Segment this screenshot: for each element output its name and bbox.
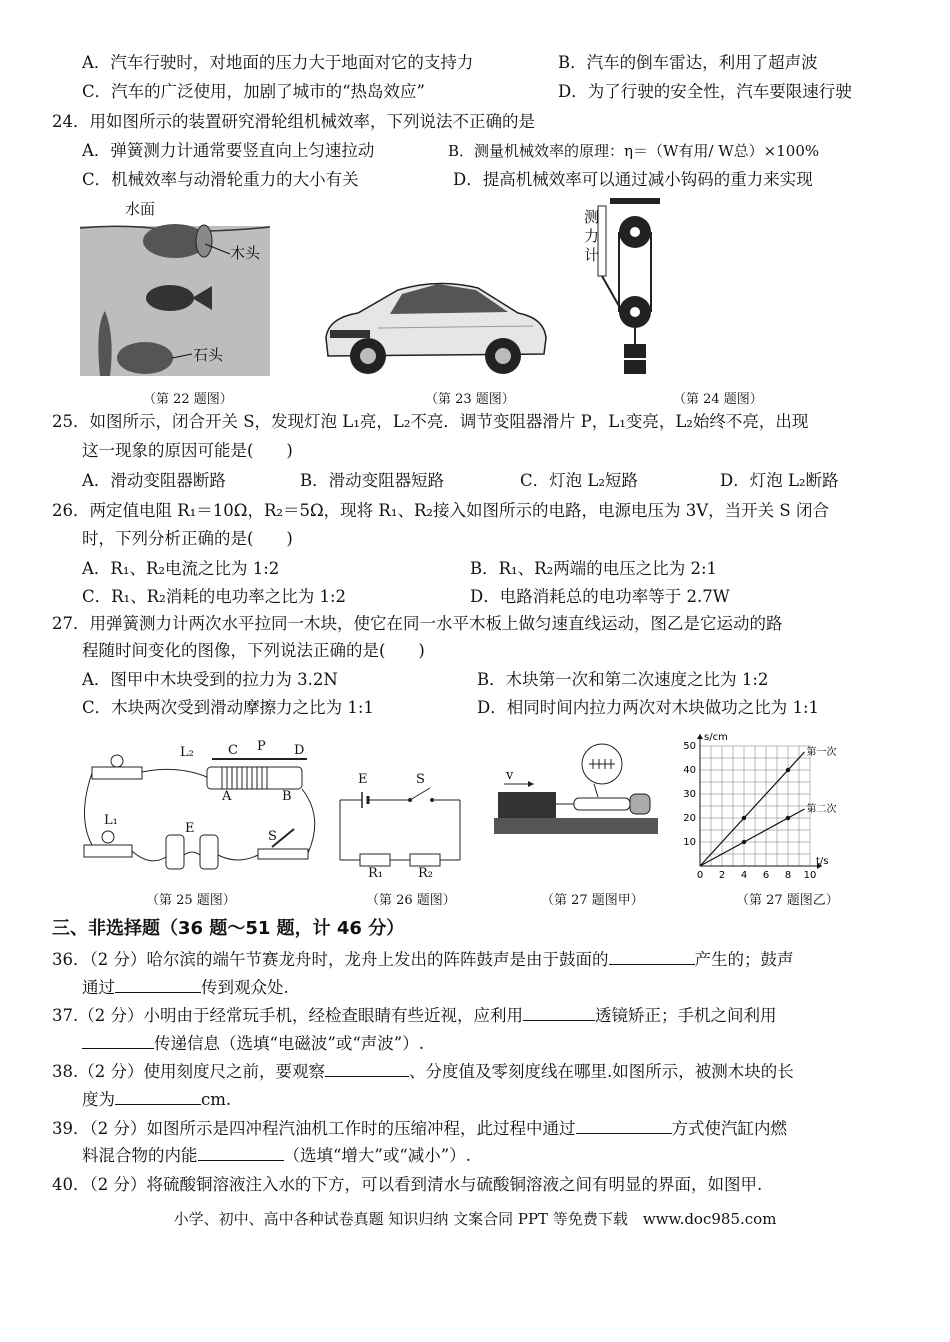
q36-text-c: 通过 xyxy=(82,978,115,997)
data-point xyxy=(786,768,790,772)
series-label-1: 第一次 xyxy=(806,747,837,758)
x-tick-label: 0 xyxy=(696,870,704,881)
y-tick-label: 20 xyxy=(683,813,696,824)
x-tick-label: 6 xyxy=(762,870,770,881)
q39-text-c: 料混合物的内能 xyxy=(82,1146,198,1165)
label-s: S xyxy=(416,772,425,787)
label-d: D xyxy=(294,743,305,758)
q24-option-a: A．弹簧测力计通常要竖直向上匀速拉动 xyxy=(82,141,375,160)
q27-stem-line2: 程随时间变化的图像，下列说法正确的是( ) xyxy=(82,641,425,660)
q39-text-a: 39．（2 分）如图所示是四冲程汽油机工作时的压缩冲程，此过程中通过 xyxy=(52,1119,576,1138)
fig27b-distance-time-chart xyxy=(678,720,848,882)
fig27a-caption: （第 27 题图甲） xyxy=(541,893,644,908)
fig24-caption: （第 24 题图） xyxy=(673,392,763,407)
q39-text-d: （选填“增大”或“减小”）. xyxy=(283,1146,471,1165)
y-axis-arrow xyxy=(697,734,703,739)
q26-option-b: B．R₁、R₂两端的电压之比为 2:1 xyxy=(470,559,718,578)
y-tick-label: 50 xyxy=(683,741,696,752)
q24-option-d: D．提高机械效率可以通过减小钩码的重力来实现 xyxy=(453,170,813,189)
label-r1: R₁ xyxy=(368,866,383,881)
x-axis-label: t/s xyxy=(816,856,829,867)
q27-stem-line1: 27．用弹簧测力计两次水平拉同一木块，使它在同一水平木板上做匀速直线运动，图乙是它运动的路 xyxy=(52,614,783,633)
q25-option-d: D．灯泡 L₂断路 xyxy=(720,471,839,490)
q38-blank-2[interactable] xyxy=(115,1088,201,1105)
q38-text-b: 、分度值及零刻度线在哪里.如图所示，被测木块的长 xyxy=(408,1062,794,1081)
fig27b-caption: （第 27 题图乙） xyxy=(736,893,839,908)
q37-text-a: 37.（2 分）小明由于经常玩手机，经检查眼睛有些近视，应利用 xyxy=(52,1006,523,1025)
q25-option-b: B．滑动变阻器短路 xyxy=(300,471,445,490)
label-spring-scale: 测力计 xyxy=(584,208,600,264)
q36-blank-1[interactable] xyxy=(609,948,695,965)
y-axis-label: s/cm xyxy=(704,732,728,743)
fig26-circuit-diagram xyxy=(330,770,470,885)
label-b: B xyxy=(282,789,292,804)
q38-text-a: 38.（2 分）使用刻度尺之前，要观察 xyxy=(52,1062,325,1081)
fig24-pulley-system xyxy=(584,196,670,386)
q40-line1: 40．（2 分）将硫酸铜溶液注入水的下方，可以看到清水与硫酸铜溶液之间有明显的界面，如图甲. xyxy=(52,1175,763,1194)
q24-option-b: B．测量机械效率的原理：η＝（W有用/ W总）×100% xyxy=(448,142,820,160)
fig25-circuit-apparatus xyxy=(82,737,322,882)
q39-blank-1[interactable] xyxy=(576,1117,672,1134)
q26-stem-line1: 26．两定值电阻 R₁＝10Ω，R₂＝5Ω，现将 R₁、R₂接入如图所示的电路，电源电压为 3V，当开关 S 闭合 xyxy=(52,501,829,520)
series-label-2: 第二次 xyxy=(806,804,837,815)
q23-option-b: B．汽车的倒车雷达，利用了超声波 xyxy=(558,53,818,72)
fig25-caption: （第 25 题图） xyxy=(146,893,236,908)
q23-option-a: A．汽车行驶时，对地面的压力大于地面对它的支持力 xyxy=(82,53,474,72)
q24-option-c: C．机械效率与动滑轮重力的大小有关 xyxy=(82,170,359,189)
q27-option-b: B．木块第一次和第二次速度之比为 1:2 xyxy=(477,670,769,689)
label-c: C xyxy=(228,743,238,758)
q38-line1 xyxy=(52,1060,794,1083)
q36-line1 xyxy=(52,948,794,971)
fig22-caption: （第 22 题图） xyxy=(143,392,233,407)
q37-blank-2[interactable] xyxy=(82,1032,154,1049)
q37-blank-1[interactable] xyxy=(523,1004,595,1021)
q38-line2 xyxy=(82,1088,231,1111)
q39-blank-2[interactable] xyxy=(198,1144,284,1161)
label-stone: 石头 xyxy=(193,346,224,364)
q36-text-a: 36．（2 分）哈尔滨的端午节赛龙舟时，龙舟上发出的阵阵鼓声是由于鼓面的 xyxy=(52,950,609,969)
q38-blank-1[interactable] xyxy=(325,1060,409,1077)
fig22-water-scene xyxy=(80,196,270,381)
q39-line2 xyxy=(82,1144,471,1167)
data-point xyxy=(742,840,746,844)
q25-stem-line1: 25．如图所示，闭合开关 S，发现灯泡 L₁亮，L₂不亮．调节变阻器滑片 P，L₁变亮，L₂始终不亮，出现 xyxy=(52,412,809,431)
q25-option-c: C．灯泡 L₂短路 xyxy=(520,471,638,490)
q39-text-b: 方式使汽缸内燃 xyxy=(671,1119,787,1138)
label-e: E xyxy=(185,821,195,836)
label-s: S xyxy=(268,829,277,844)
q38-text-c: 度为 xyxy=(82,1090,115,1109)
fig23-car-image xyxy=(318,268,550,380)
label-wood: 木头 xyxy=(230,244,261,262)
data-point xyxy=(742,816,746,820)
q26-stem-line2: 时，下列分析正确的是( ) xyxy=(82,529,293,548)
label-v: v xyxy=(506,768,514,783)
label-e: E xyxy=(358,772,368,787)
x-tick-label: 8 xyxy=(784,870,792,881)
label-p: P xyxy=(257,739,266,754)
y-tick-label: 30 xyxy=(683,789,696,800)
fig27a-spring-scale-setup xyxy=(494,742,660,842)
q26-option-d: D．电路消耗总的电功率等于 2.7W xyxy=(470,587,730,606)
q36-blank-2[interactable] xyxy=(115,976,201,993)
q37-text-b: 透镜矫正；手机之间利用 xyxy=(594,1006,777,1025)
fig23-caption: （第 23 题图） xyxy=(425,392,515,407)
q23-option-d: D．为了行驶的安全性，汽车要限速行驶 xyxy=(558,82,852,101)
q37-line1 xyxy=(52,1004,776,1027)
label-water-surface: 水面 xyxy=(125,200,156,218)
y-tick-label: 40 xyxy=(683,765,696,776)
label-r2: R₂ xyxy=(418,866,433,881)
q25-stem-line2: 这一现象的原因可能是( ) xyxy=(82,441,293,460)
fig26-caption: （第 26 题图） xyxy=(366,893,456,908)
q27-option-c: C．木块两次受到滑动摩擦力之比为 1:1 xyxy=(82,698,374,717)
q36-line2 xyxy=(82,976,289,999)
section-3-title: 三、非选择题（36 题～51 题，计 46 分） xyxy=(52,918,405,939)
q27-option-d: D．相同时间内拉力两次对木块做功之比为 1:1 xyxy=(477,698,820,717)
q36-text-d: 传到观众处. xyxy=(201,978,289,997)
y-tick-label: 10 xyxy=(683,837,696,848)
chart-svg xyxy=(678,720,848,882)
label-l1: L₁ xyxy=(104,813,118,828)
data-point xyxy=(786,816,790,820)
q36-text-b: 产生的；鼓声 xyxy=(694,950,794,969)
x-tick-label: 2 xyxy=(718,870,726,881)
q37-line2 xyxy=(82,1032,424,1055)
q27-option-a: A．图甲中木块受到的拉力为 3.2N xyxy=(82,670,338,689)
x-tick-label: 4 xyxy=(740,870,748,881)
q38-text-d: cm. xyxy=(201,1090,232,1109)
q23-option-c: C．汽车的广泛使用，加剧了城市的“热岛效应” xyxy=(82,82,425,101)
label-a: A xyxy=(222,789,232,804)
q26-option-c: C．R₁、R₂消耗的电功率之比为 1:2 xyxy=(82,587,346,606)
q25-option-a: A．滑动变阻器断路 xyxy=(82,471,226,490)
footer-text: 小学、初中、高中各种试卷真题 知识归纳 文案合同 PPT 等免费下载 www.doc985.com xyxy=(173,1210,777,1228)
x-tick-label: 10 xyxy=(803,870,817,881)
q37-text-c: 传递信息（选填“电磁波”或“声波”）. xyxy=(154,1034,424,1053)
q26-option-a: A．R₁、R₂电流之比为 1:2 xyxy=(82,559,280,578)
label-l2: L₂ xyxy=(180,745,194,760)
q39-line1 xyxy=(52,1117,787,1140)
q24-stem: 24．用如图所示的装置研究滑轮组机械效率，下列说法不正确的是 xyxy=(52,112,535,131)
